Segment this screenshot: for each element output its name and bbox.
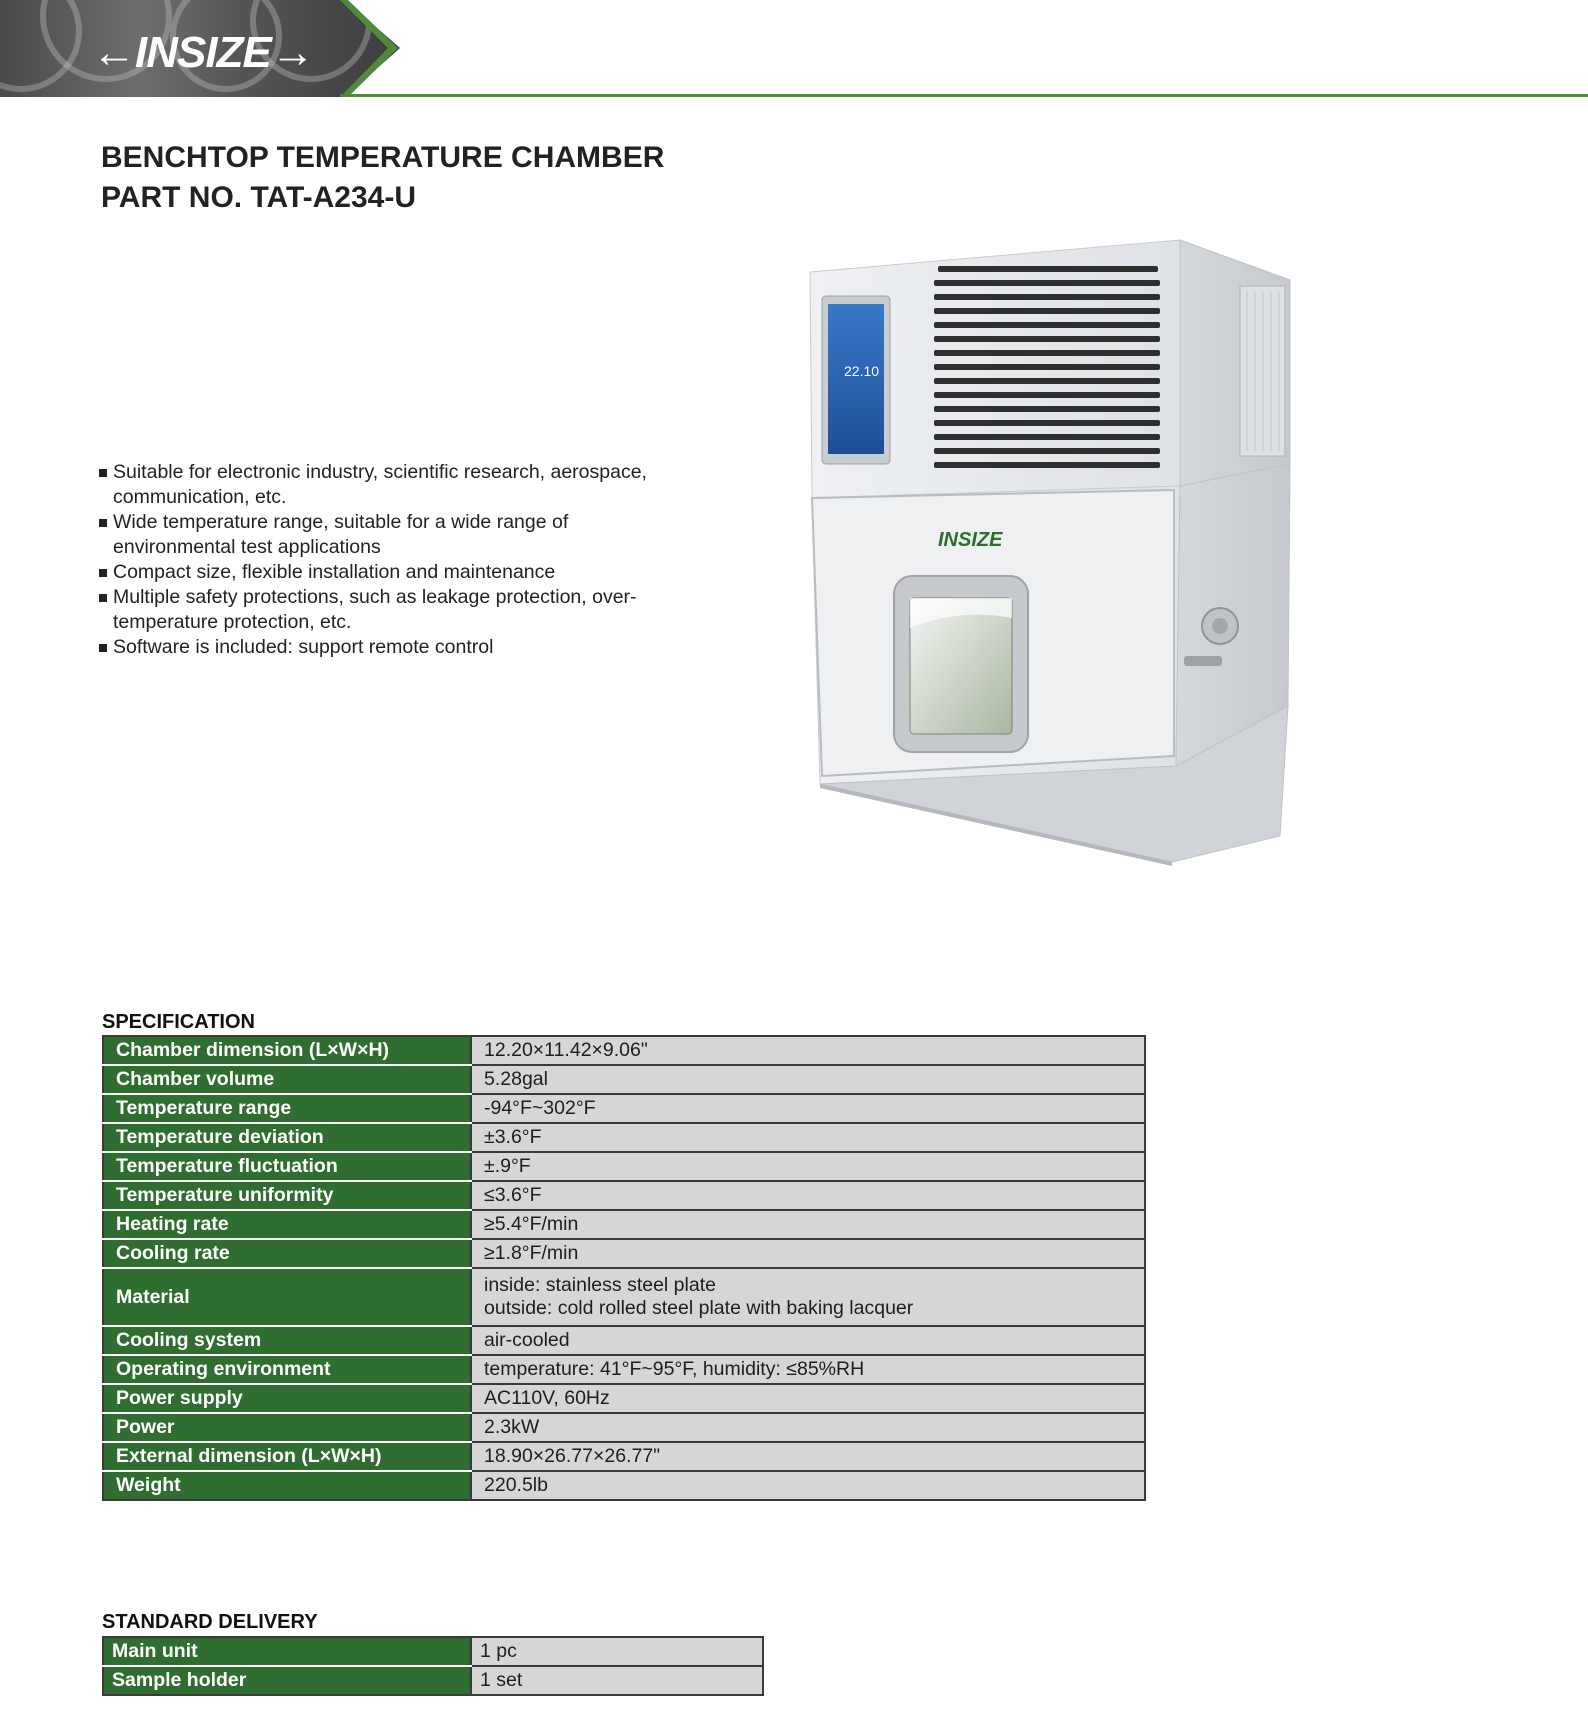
spec-label: Temperature deviation [103,1123,471,1152]
table-row [103,1442,1145,1471]
part-number: PART NO. TAT-A234-U [101,181,417,214]
specification-heading: SPECIFICATION [102,1011,255,1033]
table-row [103,1268,1145,1326]
table-row [103,1666,763,1695]
spec-value: ≥5.4°F/min [471,1210,1145,1239]
brand-logo: ←INSIZE→ [92,28,314,77]
feature-item: Suitable for electronic industry, scientific research, aerospace, communication, etc. [99,460,659,510]
display-reading: 22.10 [844,363,880,379]
spec-value: temperature: 41°F~95°F, humidity: ≤85%RH [471,1355,1145,1384]
delivery-value: 1 set [471,1666,763,1695]
feature-list [99,460,659,660]
delivery-label: Main unit [103,1637,471,1666]
spec-value: ≤3.6°F [471,1181,1145,1210]
spec-value: 5.28gal [471,1065,1145,1094]
spec-label: Cooling system [103,1326,471,1355]
table-row [103,1637,763,1666]
page-title [101,138,664,218]
spec-label: Weight [103,1471,471,1500]
table-row [103,1181,1145,1210]
table-row [103,1326,1145,1355]
delivery-label: Sample holder [103,1666,471,1695]
front-logo: INSIZE [938,529,1003,551]
spec-value: 2.3kW [471,1413,1145,1442]
spec-label: Chamber dimension (L×W×H) [103,1036,471,1065]
spec-value: 12.20×11.42×9.06" [471,1036,1145,1065]
spec-value: ≥1.8°F/min [471,1239,1145,1268]
spec-label: Cooling rate [103,1239,471,1268]
feature-item: Compact size, flexible installation and maintenance [99,560,659,585]
spec-label: Power [103,1413,471,1442]
standard-delivery-table [102,1636,764,1696]
specification-table [102,1035,1146,1501]
header-divider [340,94,1588,97]
spec-label: External dimension (L×W×H) [103,1442,471,1471]
table-row [103,1471,1145,1500]
spec-value: air-cooled [471,1326,1145,1355]
spec-label: Temperature range [103,1094,471,1123]
spec-value: -94°F~302°F [471,1094,1145,1123]
table-row [103,1239,1145,1268]
spec-label: Power supply [103,1384,471,1413]
table-row [103,1413,1145,1442]
feature-item: Software is included: support remote control [99,635,659,660]
table-row [103,1210,1145,1239]
spec-label: Heating rate [103,1210,471,1239]
table-row [103,1036,1145,1065]
spec-value: ±3.6°F [471,1123,1145,1152]
product-name: BENCHTOP TEMPERATURE CHAMBER [101,141,665,174]
spec-label: Temperature fluctuation [103,1152,471,1181]
spec-value: ±.9°F [471,1152,1145,1181]
table-row [103,1355,1145,1384]
delivery-value: 1 pc [471,1637,763,1666]
table-row [103,1065,1145,1094]
spec-label: Operating environment [103,1355,471,1384]
spec-label: Chamber volume [103,1065,471,1094]
spec-value [471,1268,1145,1326]
product-photo [800,236,1300,866]
page-header [0,0,1588,100]
spec-value: AC110V, 60Hz [471,1384,1145,1413]
feature-item: Wide temperature range, suitable for a wide range of environmental test applications [99,510,659,560]
spec-value: 220.5lb [471,1471,1145,1500]
table-row [103,1152,1145,1181]
standard-delivery-heading: STANDARD DELIVERY [102,1611,318,1633]
spec-value: 18.90×26.77×26.77" [471,1442,1145,1471]
spec-value-line: outside: cold rolled steel plate with baking lacquer [484,1297,914,1319]
table-row [103,1384,1145,1413]
table-row [103,1123,1145,1152]
table-row [103,1094,1145,1123]
feature-item: Multiple safety protections, such as leakage protection, over-temperature protection, etc. [99,585,659,635]
spec-label: Temperature uniformity [103,1181,471,1210]
spec-label: Material [103,1268,471,1326]
spec-value-line: inside: stainless steel plate [484,1274,716,1296]
